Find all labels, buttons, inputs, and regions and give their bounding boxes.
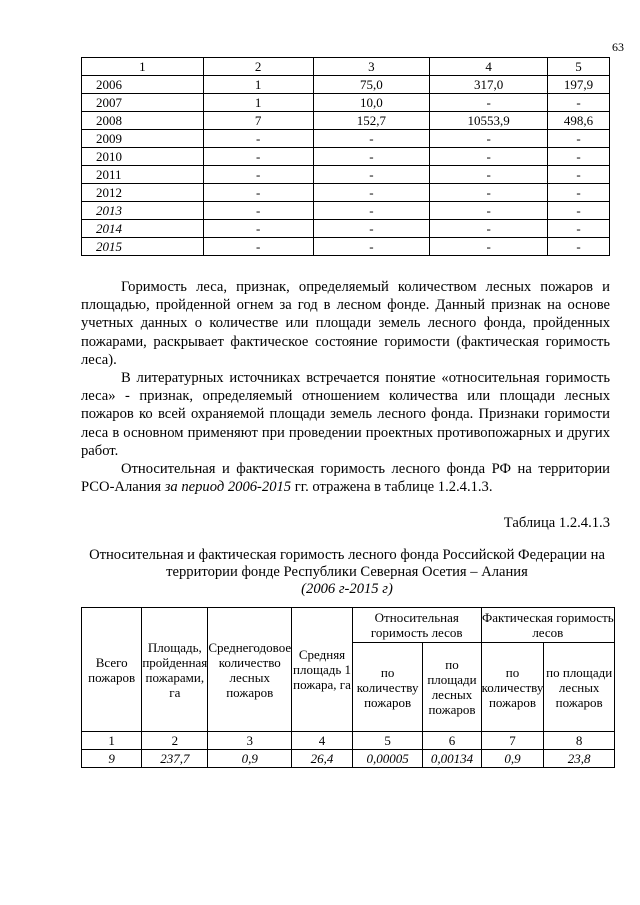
table-title-period: (2006 г-2015 г) — [301, 581, 393, 597]
table-cell: 75,0 — [313, 76, 430, 94]
table-cell: 1 — [203, 94, 313, 112]
column-number: 5 — [352, 732, 422, 750]
table-row — [82, 94, 610, 112]
table-cell: - — [548, 148, 610, 166]
table-cell: 152,7 — [313, 112, 430, 130]
table-cell: 197,9 — [548, 76, 610, 94]
col-header: 5 — [548, 58, 610, 76]
table-cell: - — [203, 148, 313, 166]
paragraph-relative-frequency: В литературных источниках встречается понятие «относительная горимость леса» - признак, определяемый отношением количества или площади лесных пожаров ко всей охраняемой площади земель лесного фонда. Признаки горимости леса в основном применяют при проведении проектных противопожарных и других работ. — [81, 370, 610, 459]
table-cell: 7 — [203, 112, 313, 130]
header-act-by-area: по площади лесных пожаров — [544, 643, 615, 732]
header-avg-area: Средняя площадь 1 пожара, га — [292, 608, 353, 732]
header-act-by-count: по количеству пожаров — [481, 643, 544, 732]
value-rel-by-area: 0,00134 — [423, 750, 481, 768]
table-cell: - — [430, 184, 548, 202]
table-row — [82, 112, 610, 130]
paragraph-period: за период 2006-2015 — [164, 479, 292, 496]
table-row — [82, 750, 615, 768]
table-row — [82, 202, 610, 220]
table-cell: - — [313, 166, 430, 184]
table-cell: - — [548, 184, 610, 202]
table-cell: - — [313, 238, 430, 256]
value-avg-annual: 0,9 — [208, 750, 292, 768]
table-row — [82, 184, 610, 202]
header-rel-by-count: по количеству пожаров — [352, 643, 422, 732]
table-cell: - — [313, 130, 430, 148]
table-cell: 10,0 — [313, 94, 430, 112]
table-row — [82, 130, 610, 148]
column-number-row — [82, 732, 615, 750]
column-number: 4 — [292, 732, 353, 750]
table-cell: - — [430, 166, 548, 184]
header-actual: Фактическая горимость лесов — [481, 608, 614, 643]
table-cell: - — [313, 184, 430, 202]
year-cell: 2014 — [82, 220, 204, 238]
table-cell: - — [203, 130, 313, 148]
table-cell: - — [430, 202, 548, 220]
table-cell: - — [430, 220, 548, 238]
paragraph-table-reference — [81, 460, 610, 496]
column-number: 1 — [82, 732, 142, 750]
paragraph-fire-frequency: Горимость леса, признак, определяемый количеством лесных пожаров и площадью, пройденной огнем за год в лесном фонде. Данный признак на основе учетных данных о количестве или площади земель лесного фонда, пройденных пожарами, раскрывает фактическое состояние горимости (фактическая горимость леса). — [81, 279, 610, 368]
year-cell: 2015 — [82, 238, 204, 256]
table-cell: 10553,9 — [430, 112, 548, 130]
col-header: 2 — [203, 58, 313, 76]
table-cell: - — [548, 130, 610, 148]
table-cell: - — [430, 94, 548, 112]
column-number: 7 — [481, 732, 544, 750]
table-cell: - — [430, 238, 548, 256]
year-cell: 2009 — [82, 130, 204, 148]
table-row — [82, 148, 610, 166]
page-number: 63 — [612, 40, 624, 54]
col-header: 1 — [82, 58, 204, 76]
table-cell: - — [203, 238, 313, 256]
header-total-fires: Всего пожаров — [82, 608, 142, 732]
table-cell: - — [313, 202, 430, 220]
table-cell: - — [548, 238, 610, 256]
value-act-by-count: 0,9 — [481, 750, 544, 768]
paragraph-text: Относительная и фактическая горимость лесного фонда РФ на территории РСО-Алания — [81, 461, 610, 496]
column-number: 2 — [142, 732, 208, 750]
table-cell: - — [203, 184, 313, 202]
body-text — [81, 278, 610, 496]
table-label: Таблица 1.2.4.1.3 — [503, 515, 610, 531]
col-header: 4 — [430, 58, 548, 76]
table-cell: 498,6 — [548, 112, 610, 130]
header-rel-by-area: по площади лесных пожаров — [423, 643, 481, 732]
table-cell: - — [430, 130, 548, 148]
fire-statistics-table — [81, 57, 610, 256]
header-avg-annual: Среднегодовое количество лесных пожаров — [208, 608, 292, 732]
year-cell: 2006 — [82, 76, 204, 94]
table-cell: 317,0 — [430, 76, 548, 94]
value-act-by-area: 23,8 — [544, 750, 615, 768]
column-number: 6 — [423, 732, 481, 750]
year-cell: 2013 — [82, 202, 204, 220]
table-cell: - — [203, 220, 313, 238]
value-rel-by-count: 0,00005 — [352, 750, 422, 768]
table-cell: - — [203, 166, 313, 184]
year-cell: 2012 — [82, 184, 204, 202]
table-cell: 1 — [203, 76, 313, 94]
table-title-main: Относительная и фактическая горимость лесного фонда Российской Федерации на территории фонде Республики Северная Осетия – Алания — [89, 547, 605, 580]
fire-frequency-table — [81, 607, 615, 768]
column-number: 3 — [208, 732, 292, 750]
header-burned-area: Площадь, пройденная пожарами, га — [142, 608, 208, 732]
table-cell: - — [313, 220, 430, 238]
year-cell: 2008 — [82, 112, 204, 130]
table-cell: - — [203, 202, 313, 220]
value-avg-area: 26,4 — [292, 750, 353, 768]
table-cell: - — [548, 166, 610, 184]
year-cell: 2010 — [82, 148, 204, 166]
col-header: 3 — [313, 58, 430, 76]
header-relative: Относительная горимость лесов — [352, 608, 481, 643]
table-row — [82, 76, 610, 94]
table-header-row — [82, 58, 610, 76]
column-number: 8 — [544, 732, 615, 750]
table-title — [84, 547, 610, 598]
table-cell: - — [313, 148, 430, 166]
table-header-row — [82, 608, 615, 643]
table-cell: - — [430, 148, 548, 166]
value-burned-area: 237,7 — [142, 750, 208, 768]
table-row — [82, 220, 610, 238]
year-cell: 2007 — [82, 94, 204, 112]
paragraph-text: гг. отражена в таблице 1.2.4.1.3. — [291, 479, 493, 496]
table-cell: - — [548, 202, 610, 220]
table-cell: - — [548, 94, 610, 112]
value-total-fires: 9 — [82, 750, 142, 768]
table-row — [82, 238, 610, 256]
table-row — [82, 166, 610, 184]
year-cell: 2011 — [82, 166, 204, 184]
table-cell: - — [548, 220, 610, 238]
